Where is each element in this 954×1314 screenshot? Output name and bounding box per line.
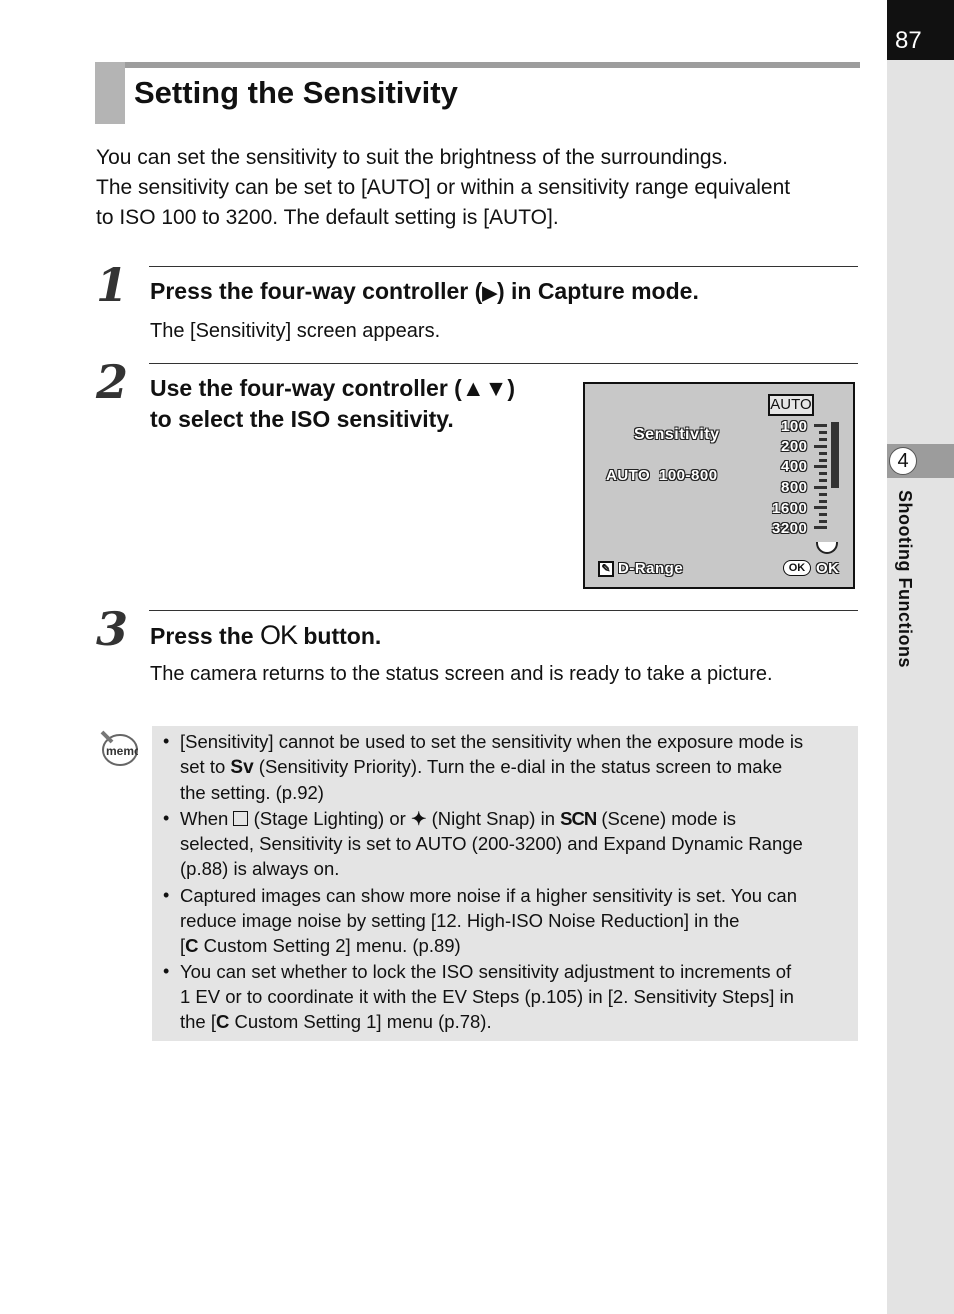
- scale-tick: [814, 486, 827, 489]
- memo-icon-text: memo: [106, 744, 138, 758]
- step-1-rule: [149, 266, 858, 267]
- scale-tick: [814, 506, 827, 509]
- custom-menu-icon: C: [185, 935, 199, 956]
- scale-tick: [819, 472, 827, 475]
- memo-line: [: [180, 935, 186, 956]
- memo-line: (Stage Lighting) or: [248, 808, 411, 829]
- memo-line: (Scene) mode is: [596, 808, 737, 829]
- right-arrow-icon: ▶: [482, 283, 497, 304]
- intro-line-2: The sensitivity can be set to [AUTO] or within a sensitivity range equivalent: [96, 176, 791, 199]
- page-number: 87: [895, 27, 922, 54]
- step-1-number: 1: [96, 258, 129, 312]
- scale-tick: [819, 438, 827, 441]
- memo-line: set to: [180, 756, 231, 777]
- scale-tick: [814, 424, 827, 427]
- e-dial-icon: [816, 542, 838, 554]
- scale-tick: [819, 493, 827, 496]
- iso-value: 200: [781, 438, 808, 455]
- step-3-heading-a: Press the: [150, 623, 260, 649]
- memo-line: (Night Snap) in: [426, 808, 561, 829]
- iso-value: 100: [781, 418, 808, 435]
- memo-item-3: [180, 883, 850, 958]
- scale-tick: [819, 479, 827, 482]
- step-1-body: The [Sensitivity] screen appears.: [150, 320, 441, 342]
- custom-menu-icon: C: [216, 1011, 230, 1032]
- screen-range: 100-800: [659, 467, 718, 484]
- sv-mode-icon: Sv: [230, 757, 254, 778]
- iso-value: 1600: [772, 500, 808, 517]
- step-2-heading-line-1: Use the four-way controller (▲▼): [150, 375, 516, 401]
- step-1-heading-a: Press the four-way controller (: [150, 278, 483, 304]
- intro-line-1: You can set the sensitivity to suit the brightness of the surroundings.: [96, 146, 728, 169]
- scale-tick: [814, 526, 827, 529]
- scale-tick: [819, 431, 827, 434]
- memo-item-2: [180, 806, 850, 881]
- scn-mode-icon: SCN: [560, 808, 597, 829]
- bullet: •: [163, 961, 170, 981]
- memo-line: When: [180, 808, 234, 829]
- scale-tick: [819, 452, 827, 455]
- step-3-heading-b: button.: [296, 623, 382, 649]
- memo-line: (Sensitivity Priority). Turn the e-dial in the status screen to make: [253, 756, 783, 777]
- bullet: •: [163, 885, 170, 905]
- scale-tick: [819, 513, 827, 516]
- title-marker: [95, 62, 125, 124]
- scale-tick: [814, 445, 827, 448]
- ok-icon: OK: [783, 560, 811, 576]
- memo-line: the [: [180, 1011, 216, 1032]
- sensitivity-range-bar: [831, 422, 839, 488]
- screen-sensitivity-label: Sensitivity: [634, 426, 720, 443]
- memo-line: [Sensitivity] cannot be used to set the sensitivity when the exposure mode is: [180, 731, 804, 752]
- memo-line: 1 EV or to coordinate it with the EV Steps (p.105) in [2. Sensitivity Steps] in: [180, 986, 794, 1007]
- memo-line: Custom Setting 1] menu (p.78).: [229, 1011, 492, 1032]
- screen-selected-auto: AUTO: [768, 394, 814, 416]
- d-range-icon: ✎: [598, 561, 614, 577]
- iso-value: 800: [781, 479, 808, 496]
- chapter-number: 4: [889, 447, 917, 475]
- scale-tick: [819, 459, 827, 462]
- step-2-number: 2: [96, 355, 129, 409]
- chapter-label-container: [894, 490, 918, 700]
- step-1-heading-b: ) in Capture mode.: [496, 278, 699, 304]
- memo-item-1: [180, 729, 850, 805]
- memo-item-4: [180, 959, 850, 1034]
- step-3-body: The camera returns to the status screen and is ready to take a picture.: [150, 663, 773, 685]
- memo-line: You can set whether to lock the ISO sensitivity adjustment to increments of: [180, 961, 792, 982]
- memo-icon: [98, 728, 138, 768]
- step-2-rule: [149, 363, 858, 364]
- title-rule: [95, 62, 860, 68]
- step-3-number: 3: [96, 602, 129, 656]
- scale-tick: [814, 465, 827, 468]
- chapter-label: Shooting Functions: [895, 490, 915, 668]
- d-range-label: D-Range: [618, 560, 684, 577]
- ok-button-icon: OK: [259, 620, 297, 650]
- intro-line-3: to ISO 100 to 3200. The default setting is [AUTO].: [96, 206, 559, 229]
- memo-line: the setting. (p.92): [180, 782, 324, 803]
- memo-line: reduce image noise by setting [12. High-ISO Noise Reduction] in the: [180, 910, 740, 931]
- memo-line: selected, Sensitivity is set to AUTO (200-3200) and Expand Dynamic Range: [180, 833, 803, 854]
- camera-sensitivity-screen: [583, 382, 855, 589]
- memo-line: Captured images can show more noise if a higher sensitivity is set. You can: [180, 885, 797, 906]
- step-3-heading: [150, 620, 381, 652]
- screen-auto-mode: AUTO: [606, 467, 651, 484]
- step-2-heading-line-2: to select the ISO sensitivity.: [150, 406, 454, 432]
- memo-line: Custom Setting 2] menu. (p.89): [198, 935, 461, 956]
- scale-tick: [819, 500, 827, 503]
- memo-line: (p.88) is always on.: [180, 858, 340, 879]
- ok-label: OK: [816, 560, 840, 577]
- bullet: •: [163, 731, 170, 751]
- bullet: •: [163, 808, 170, 828]
- step-3-rule: [149, 610, 858, 611]
- step-1-heading: [150, 276, 699, 309]
- iso-value: 3200: [772, 520, 808, 537]
- page-title: Setting the Sensitivity: [134, 75, 458, 110]
- iso-value: 400: [781, 458, 808, 475]
- night-snap-icon: ✦: [410, 808, 427, 829]
- stage-lighting-icon: [233, 811, 248, 826]
- scale-tick: [819, 520, 827, 523]
